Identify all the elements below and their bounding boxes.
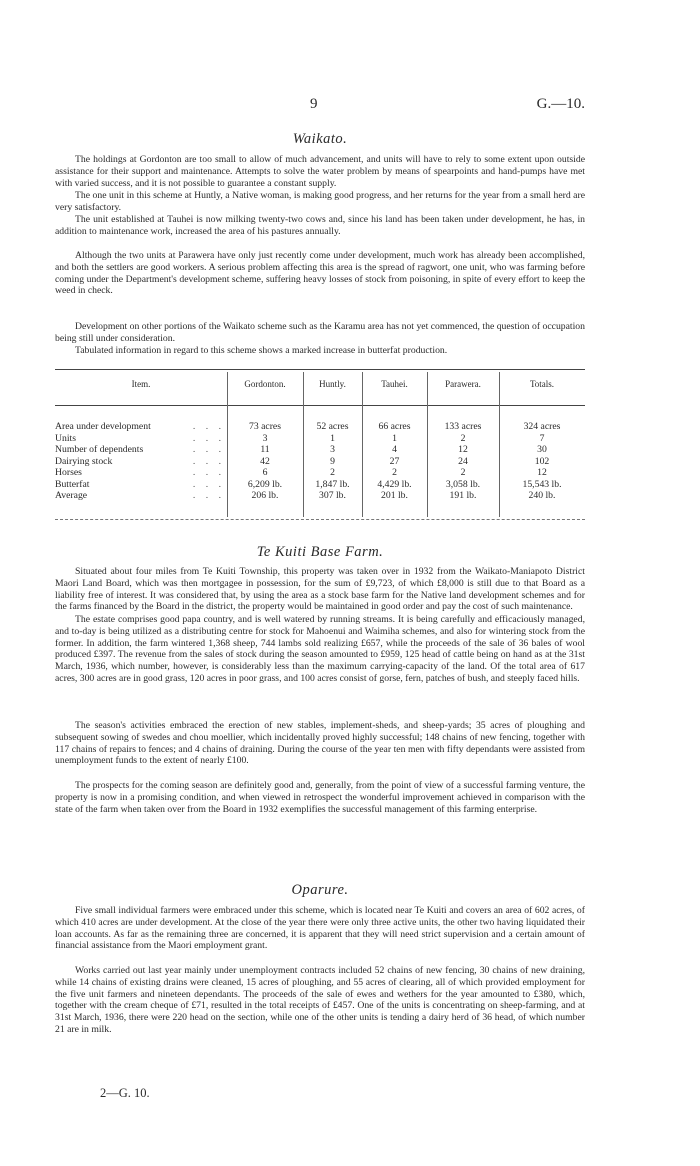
leader-dots: . . . xyxy=(192,432,225,444)
paragraph: The prospects for the coming season are definitely good and, generally, from the point of view of a successful farming venture, the property is now in a promising condition, and when viewed in retrospect the wonderful improvement achieved in comparison with the state of the farm when taken over from the Board in 1932 exemplifies the successful management of this farming enterprise. xyxy=(55,780,585,815)
table-row xyxy=(55,444,585,456)
leader-dots: . . . xyxy=(192,421,225,432)
table-cell: 206 lb. xyxy=(251,490,279,501)
page-signature: 2—G. 10. xyxy=(100,1086,150,1100)
leader-dots: . . . xyxy=(192,444,225,455)
paragraph: The estate comprises good papa country, and is well watered by running streams. It is being carefully and efficaciously managed, and to-day is being utilized as a distributing centre for stock for Mahoenui and Waimiha schemes, and also for wintering stock from the former. In addition, the farm wintered 1,368 sheep, 744 lambs sold realizing £657, while the proceeds of the sale of 36 bales of wool produced £397. The revenue from the sales of stock during the season amounted to £959, 125 head of cattle being on hand as at the 31st March, 1936, which number, however, is considerably less than the maximum carrying-capacity of the land. Of the total area of 617 acres, 300 acres are in good grass, 120 acres in poor grass, and 100 acres consist of gorse, fern, patches of bush, and steeply faced hills. xyxy=(55,614,585,684)
table-cell: 324 acres xyxy=(523,421,561,432)
row-label: Units xyxy=(55,432,76,444)
table-cell: 27 xyxy=(389,455,400,467)
section-title-oparure: Oparure. xyxy=(291,882,349,898)
row-label: Number of dependents xyxy=(55,444,144,455)
paragraph: Although the two units at Parawera have only just recently come under development, much work has already been accomplished, and both the settlers are good workers. A serious problem affecting this area is the spread of ragwort, one unit, who was farming before coming under the Department's development scheme, suffering heavy losses of stock from poisoning, in spite of every effort to keep the weed in check. xyxy=(55,250,585,297)
leader-dots: . . . xyxy=(192,467,225,478)
paragraph: Five small individual farmers were embraced under this scheme, which is located near Te Kuiti and covers an area of 602 acres, of which 410 acres are under development. At the close of the year there were only three active units, the other two having liquidated their loan accounts. As far as the remaining three are concerned, it is apparent that they will need strict supervision and a certain amount of financial assistance from the Maori employment grant. xyxy=(55,905,585,952)
leader-dots: . . . xyxy=(192,478,225,490)
table-cell: 4 xyxy=(392,444,397,455)
table-cell: 191 lb. xyxy=(449,490,477,501)
table-header-cell: Totals. xyxy=(529,379,555,389)
table-cell: 24 xyxy=(458,455,468,467)
table-header-cell: Gordonton. xyxy=(244,379,286,389)
table-cell: 7 xyxy=(539,432,545,444)
table-row xyxy=(55,433,585,445)
table-row xyxy=(55,421,585,433)
paragraph: Development on other portions of the Waikato scheme such as the Karamu area has not yet commenced, the question of occupation being still under consideration. xyxy=(55,321,585,344)
leader-dots: . . . xyxy=(192,490,225,501)
table-cell: 3,058 lb. xyxy=(445,478,481,490)
table-header-cell: Parawera. xyxy=(445,379,481,389)
table-cell: 2 xyxy=(392,467,397,478)
document-code: G.—10. xyxy=(536,96,585,112)
paragraph: The one unit in this scheme at Huntly, a Native woman, is making good progress, and her returns for the year from a small herd are very satisfactory. xyxy=(55,190,585,213)
table-header-cell: Tauhei. xyxy=(381,379,408,389)
table-header-cell: Item. xyxy=(131,379,151,389)
paragraph: Situated about four miles from Te Kuiti Township, this property was taken over in 1932 from the Waikato-Maniapoto District Maori Land Board, which was then mortgagee in possession, for the sum of £9,723, of which £8,000 is still due to that Board as a liability free of interest. It was considered that, by using the area as a stock base farm for the Native land development schemes and for the farms financed by the Board in the district, the property would be maintained in good order and pay the cost of such maintenance. xyxy=(55,566,585,613)
table-cell: 133 acres xyxy=(444,421,482,432)
row-label: Butterfat xyxy=(55,478,90,490)
table-cell: 6 xyxy=(262,467,268,478)
table-cell: 201 lb. xyxy=(381,490,408,501)
table-cell: 6,209 lb. xyxy=(247,478,283,490)
table-row xyxy=(55,456,585,468)
section-title-te-kuiti: Te Kuiti Base Farm. xyxy=(256,544,384,560)
table-cell: 1,847 lb. xyxy=(315,478,350,490)
table-cell: 15,543 lb. xyxy=(522,478,562,490)
row-label: Area under development xyxy=(55,421,151,432)
table-cell: 9 xyxy=(330,455,335,467)
table-cell: 42 xyxy=(260,455,270,467)
section-title-waikato: Waikato. xyxy=(292,131,348,147)
page-header xyxy=(55,96,585,118)
table-cell: 3 xyxy=(262,432,268,444)
table-cell: 30 xyxy=(537,444,547,455)
table-cell: 52 acres xyxy=(316,421,349,432)
row-label: Average xyxy=(55,490,88,501)
waikato-table xyxy=(55,369,585,521)
paragraph: Tabulated information in regard to this scheme shows a marked increase in butterfat production. xyxy=(75,345,448,356)
table-cell: 240 lb. xyxy=(528,490,556,501)
table-header-cell: Huntly. xyxy=(319,379,346,389)
paragraph: Works carried out last year mainly under unemployment contracts included 52 chains of new fencing, 30 chains of new draining, while 14 chains of existing drains were cleaned, 15 acres of ploughing, and 55 acres of clearing, all of which provided employment for the five unit farmers and nineteen dependants. The proceeds of the sale of ewes and wethers for the year amounted to £380, which, together with the cream cheque of £71, resulted in the total receipts of £457. One of the units is concentrating on sheep-farming, and at 31st March, 1936, there were 220 head on the section, while one of the other units is tending a dairy herd of 36 head, of which number 21 are in milk. xyxy=(55,965,585,1035)
paragraph: The season's activities embraced the erection of new stables, implement-sheds, and sheep-yards; 35 acres of ploughing and subsequent sowing of swedes and chou moellier, which incidentally proved highly successful; 148 chains of new fencing, together with 117 chains of repairs to fences; and 4 chains of draining. During the course of the year ten men with fifty dependants were assisted from unemployment funds to the extent of nearly £100. xyxy=(55,720,585,767)
table-cell: 2 xyxy=(460,432,466,444)
table-cell: 1 xyxy=(392,432,397,444)
table-cell: 12 xyxy=(458,444,468,455)
row-label: Horses xyxy=(55,467,82,478)
paragraph: The holdings at Gordonton are too small to allow of much advancement, and units will have to rely to some extent upon outside assistance for their support and maintenance. Attempts to solve the water problem by means of spearpoints and hand-pumps have met with varied success, and it is not possible to guarantee a constant supply. xyxy=(55,154,585,189)
table-top-rule xyxy=(55,369,585,370)
table-cell: 1 xyxy=(330,432,335,444)
row-label: Dairying stock xyxy=(55,455,113,467)
table-cell: 12 xyxy=(537,467,547,478)
table-cell: 4,429 lb. xyxy=(377,478,412,490)
table-cell: 73 acres xyxy=(248,421,281,432)
table-cell: 66 acres xyxy=(378,421,411,432)
table-cell: 2 xyxy=(330,467,335,478)
table-cell: 102 xyxy=(534,455,550,467)
table-row xyxy=(55,479,585,491)
table-cell: 11 xyxy=(260,444,270,455)
paragraph: The unit established at Tauhei is now milking twenty-two cows and, since his land has been taken under development, he has, in addition to maintenance work, increased the area of his pastures annually. xyxy=(55,214,585,237)
leader-dots: . . . xyxy=(192,455,225,467)
page-number: 9 xyxy=(310,96,318,112)
table-cell: 307 lb. xyxy=(319,490,346,501)
table-header-rule xyxy=(55,405,585,406)
table-row xyxy=(55,490,585,502)
table-row xyxy=(55,467,585,479)
table-bottom-rule xyxy=(55,519,585,520)
table-cell: 2 xyxy=(460,467,466,478)
table-cell: 3 xyxy=(330,444,335,455)
